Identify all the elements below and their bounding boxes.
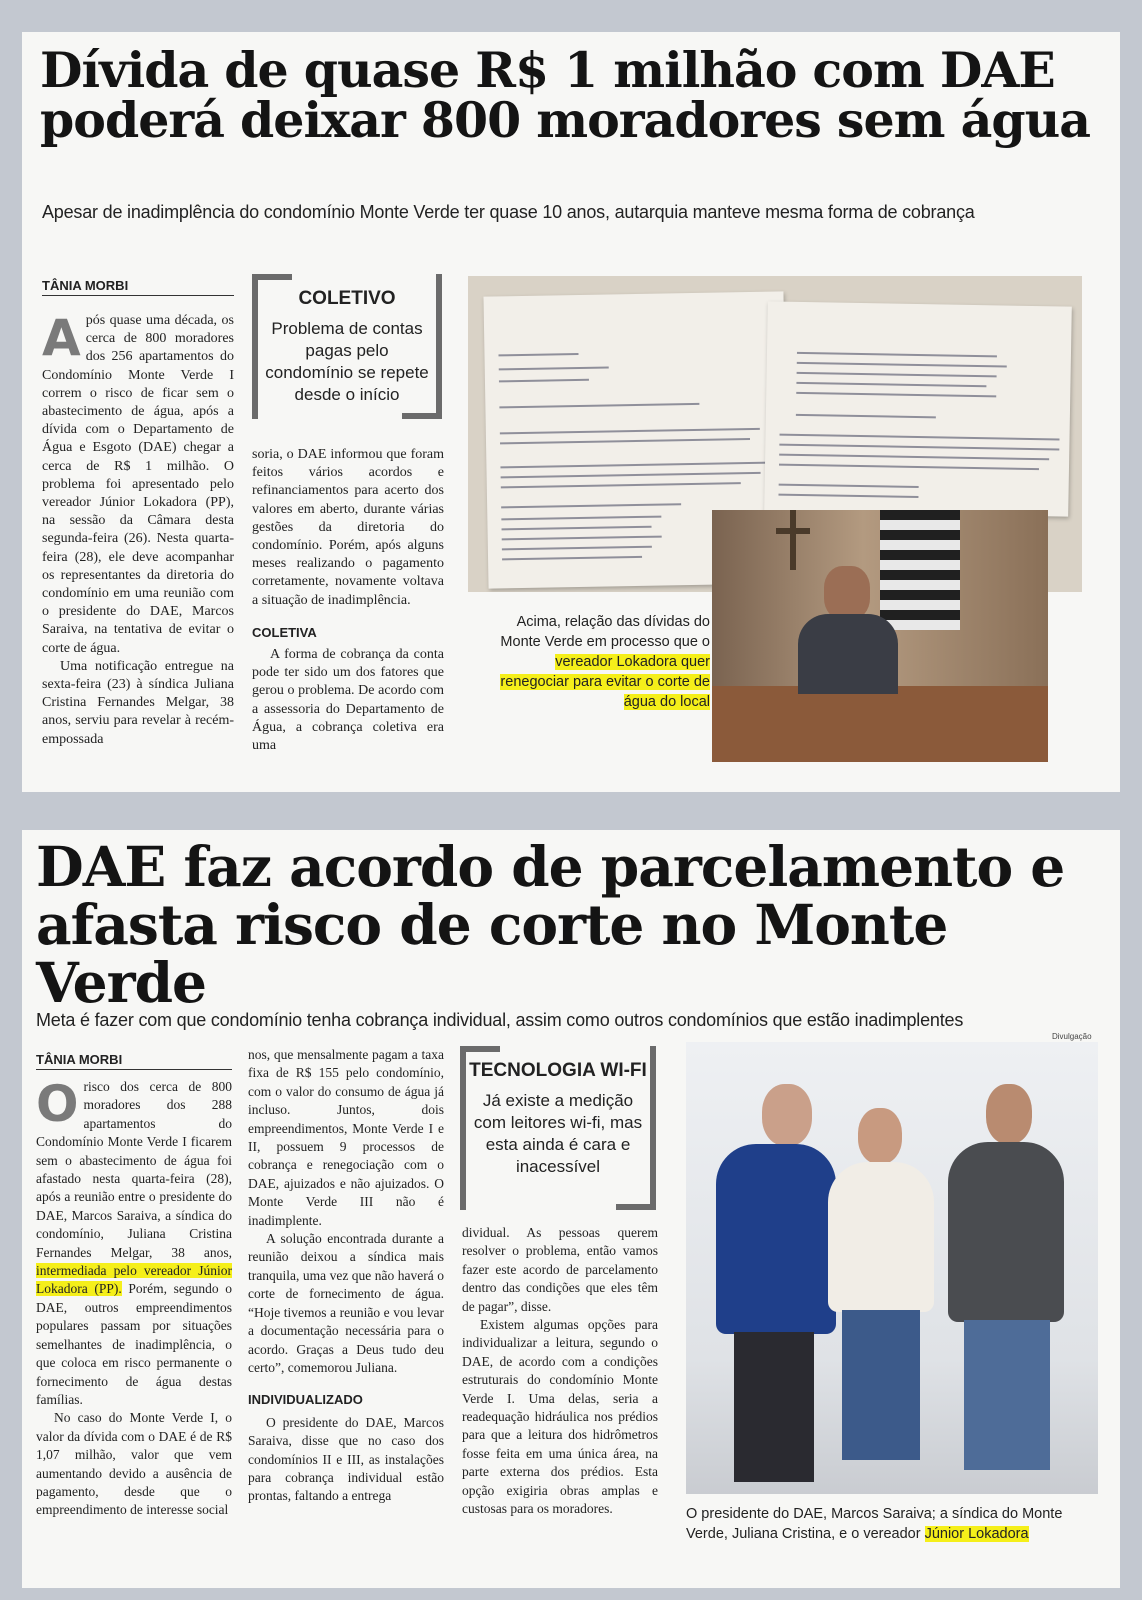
article2-box-text: Já existe a medição com leitores wi-fi, mas esta ainda é cara e inacessível	[473, 1091, 643, 1176]
article-clipping-1	[22, 32, 1120, 792]
article2-column-3	[462, 1224, 658, 1586]
article1-dropcap: A	[42, 312, 81, 367]
article1-caption-text: Acima, relação das dívidas do Monte Verde em processo que o	[500, 614, 710, 650]
article2-photo-caption	[686, 1504, 1098, 1544]
article1-column-1	[42, 312, 234, 790]
article1-photo-caption	[498, 612, 710, 712]
article1-box-title: COLETIVO	[298, 288, 396, 309]
article1-paragraph: Uma notificação entregue na sexta-feira (23) à síndica Juliana Cristina Fernandes Melgar, 38 anos, serviu para revelar à recém-empossada	[42, 658, 234, 747]
council-speaker-photo	[712, 510, 1048, 762]
meeting-group-photo	[686, 1042, 1098, 1494]
article2-paragraph: dividual. As pessoas querem resolver o problema, então vamos fazer este acordo de parcelamento dentro das condições que eles têm de pagar”, disse.	[462, 1225, 658, 1314]
article1-paragraph: A forma de cobrança da conta pode ter sido um dos fatores que gerou o problema. De acordo com a assessoria do Departamento de Água, a cobrança coletiva era uma	[252, 647, 444, 754]
article1-byline: TÂNIA MORBI	[42, 278, 234, 296]
article2-paragraph: risco dos cerca de 800 moradores dos 288 apartamentos do Condomínio Monte Verde I ficarem sem o abastecimento de água foi afastado nesta quarta-feira (28), após a reunião entre o presidente do DAE, Marcos Saraiva, a síndica do condomínio, Juliana Cristina Fernandes Melgar, 38 anos,	[36, 1079, 232, 1260]
article2-subheadline: Meta é fazer com que condomínio tenha cobrança individual, assim como outros condomínios que estão inadimplentes	[36, 1010, 964, 1030]
article2-column-2	[248, 1046, 444, 1586]
article1-headline: Dívida de quase R$ 1 milhão com DAE poderá deixar 800 moradores sem água	[40, 41, 1090, 149]
article2-highlight: intermediada pelo vereador Júnior Lokadora (PP).	[36, 1263, 232, 1297]
article2-section-heading: INDIVIDUALIZADO	[248, 1392, 363, 1408]
article-clipping-2	[22, 830, 1120, 1588]
article2-column-1	[36, 1078, 232, 1586]
article1-section-heading: COLETIVA	[252, 624, 317, 640]
article2-paragraph: Porém, segundo o DAE, outros empreendimentos populares passam por situações semelhantes de inadimplência, o que coloca em risco permanente o fornecimento de água destas famílias.	[36, 1281, 232, 1407]
article2-paragraph: A solução encontrada durante a reunião deixou a síndica mais tranquila, uma vez que não haverá o corte de fornecimento de água. “Hoje tivemos a reunião e vou levar a documentação necessária para o acordo. Graças a Deus tudo deu certo”, comemorou Juliana.	[248, 1231, 444, 1375]
article2-caption-text: O presidente do DAE, Marcos Saraiva; a síndica do Monte Verde, Juliana Cristina, e o vereador	[686, 1506, 1063, 1542]
article2-paragraph: nos, que mensalmente pagam a taxa fixa de R$ 155 pelo condomínio, com o valor do consumo de água já incluso. Juntos, dois empreendimentos, Monte Verde I e II, possuem 9 processos de cobrança e renegociação com o DAE, ajuizados e não ajuizados. O Monte Verde III não é inadimplente.	[248, 1047, 444, 1228]
article1-paragraph: soria, o DAE informou que foram feitos vários acordos e refinanciamentos para acerto dos valores em aberto, durante várias gestões da diretoria do condomínio. Porém, após alguns meses realizando o pagamento corretamente, novamente voltava a situação de inadimplência.	[252, 447, 444, 608]
article1-column-2	[252, 446, 444, 790]
article1-paragraph: pós quase uma década, os cerca de 800 moradores dos 256 apartamentos do Condomínio Monte Verde I correm o risco de ficar sem o abastecimento de água, após a dívida com o Departamento de Água e Esgoto (DAE) chegar a cerca de R$ 1 milhão. O problema foi apresentado pelo vereador Júnior Lokadora (PP), na sessão da Câmara desta segunda-feira (26). Nesta quarta-feira (28), ele deve acompanhar os representantes da diretoria do condomínio em uma reunião com o presidente do DAE, Marcos Saraiva, na tentativa de evitar o corte de água.	[42, 313, 234, 656]
article2-dropcap: O	[36, 1078, 79, 1133]
article2-paragraph: No caso do Monte Verde I, o valor da dívida com o DAE é de R$ 1,07 milhão, valor que vem aumentando devido a ausência de pagamento, desde que o empreendimento de interesse social	[36, 1410, 232, 1518]
article2-caption-highlight: Júnior Lokadora	[924, 1526, 1029, 1542]
article1-caption-highlight: vereador Lokadora quer renegociar para evitar o corte de água do local	[500, 654, 710, 710]
article2-photo-credit: Divulgação	[1052, 1032, 1092, 1041]
article2-paragraph: O presidente do DAE, Marcos Saraiva, disse que no caso dos condomínios II e III, as instalações para cobrança individual estão prontas, faltando a entrega	[248, 1414, 444, 1504]
article1-subheadline: Apesar de inadimplência do condomínio Monte Verde ter quase 10 anos, autarquia manteve mesma forma de cobrança	[42, 202, 975, 222]
article2-box-title: TECNOLOGIA WI-FI	[469, 1060, 647, 1081]
article1-sidebar-box	[252, 274, 442, 419]
article2-paragraph: Existem algumas opções para individualizar a leitura, segundo o DAE, de acordo com a condições estruturais do condomínio Monte Verde I. Uma delas, seria a readequação hidráulica nos prédios para que a leitura dos hidrômetros fosse feita em uma única área, na parte externa dos prédios. Esta opção exigiria obras amplas e custosas para os moradores.	[462, 1317, 658, 1517]
article2-headline: DAE faz acordo de parcelamento e afasta risco de corte no Monte Verde	[36, 834, 1065, 1015]
article1-box-text: Problema de contas pagas pelo condomínio se repete desde o início	[265, 319, 429, 404]
article2-byline: TÂNIA MORBI	[36, 1052, 232, 1070]
article2-sidebar-box	[460, 1046, 656, 1210]
